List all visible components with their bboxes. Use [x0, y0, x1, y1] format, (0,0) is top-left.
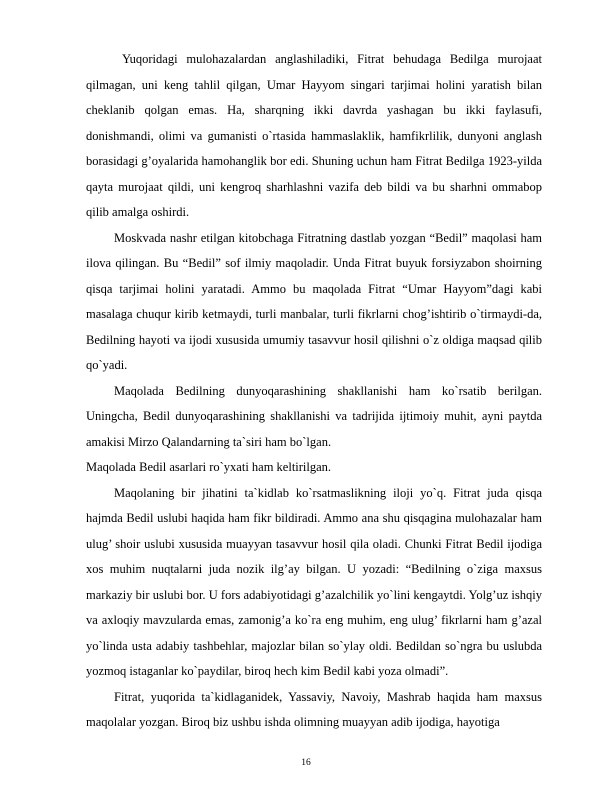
paragraph-worldview: Maqolada Bedilning dunyoqarashining shakllanishi ham ko`rsatib berilgan. Uningcha, Bedil dunyoqarashining shakllanishi va tadrijida ijtimoiy muhit, ayni paytda amakisi Mirzo Qalandarning ta`siri ham bo`lgan.	[86, 383, 542, 449]
page-number: 16	[301, 758, 311, 768]
document-page	[86, 47, 542, 736]
paragraph-works-list: Maqolada Bedil asarlari ro`yxati ham keltirilgan.	[86, 460, 332, 474]
paragraph-fitrat-bedil-intro: Yuqoridagi mulohazalardan anglashiladiki, Fitrat behudaga Bedilga murojaat qilmagan, uni keng tahlil qilgan, Umar Hayyom singari tarjimai holini yaratish bilan cheklanib qolgan emas. Ha, sharqning ikki davrda yashagan bu ikki faylasufi, donishmandi, olimi va gumanisti o`rtasida hammaslaklik, hamfikrlilik, dunyoni anglash borasidagi g’oyalarida hamohanglik bor edi. Shuning uchun ham Fitrat Bedilga 1923-yilda qayta murojaat qildi, uni kengroq sharhlashni vazifa deb bildi va bu sharhni ommabop qilib amalga oshirdi.	[86, 52, 542, 219]
paragraph-bedil-style: Maqolaning bir jihatini ta`kidlab ko`rsatmaslikning iloji yo`q. Fitrat juda qisqa hajmda Bedil uslubi haqida ham fikr bildiradi. Ammo ana shu qisqagina mulohazalar ham ulug’ shoir uslubi xususida muayyan tasavvur hosil qila oladi. Chunki Fitrat Bedil ijodiga xos muhim nuqtalarni juda nozik ilg’ay bilgan. U yozadi: “Bedilning o`ziga maxsus markaziy bir uslubi bor. U fors adabiyotidagi g’azalchilik yo`lini kengaytdi. Yolg’uz ishqiy va axloqiy mavzularda emas, zamonig’a ko`ra eng muhim, eng ulug’ fikrlarni ham g’azal yo`linda usta adabiy tashbehlar, majozlar bilan so`ylay oldi. Bedildan so`ngra bu uslubda yozmoq istaganlar ko`paydilar, biroq hech kim Bedil kabi yoza olmadi”.	[86, 485, 542, 678]
paragraph-other-articles: Fitrat, yuqorida ta`kidlaganidek, Yassaviy, Navoiy, Mashrab haqida ham maxsus maqolalar yozgan. Biroq biz ushbu ishda olimning muayyan adib ijodiga, hayotiga	[86, 689, 542, 729]
paragraph-moscow-publication: Moskvada nashr etilgan kitobchaga Fitratning dastlab yozgan “Bedil” maqolasi ham ilova qilingan. Bu “Bedil” sof ilmiy maqoladir. Unda Fitrat buyuk forsiyzabon shoirning qisqa tarjimai holini yaratadi. Ammo bu maqolada Fitrat “Umar Hayyom”dagi kabi masalaga chuqur kirib ketmaydi, turli manbalar, turli fikrlarni chog’ishtirib o`tirmaydi-da, Bedilning hayoti va ijodi xususida umumiy tasavvur hosil qilishni o`z oldiga maqsad qilib qo`yadi.	[86, 230, 542, 372]
